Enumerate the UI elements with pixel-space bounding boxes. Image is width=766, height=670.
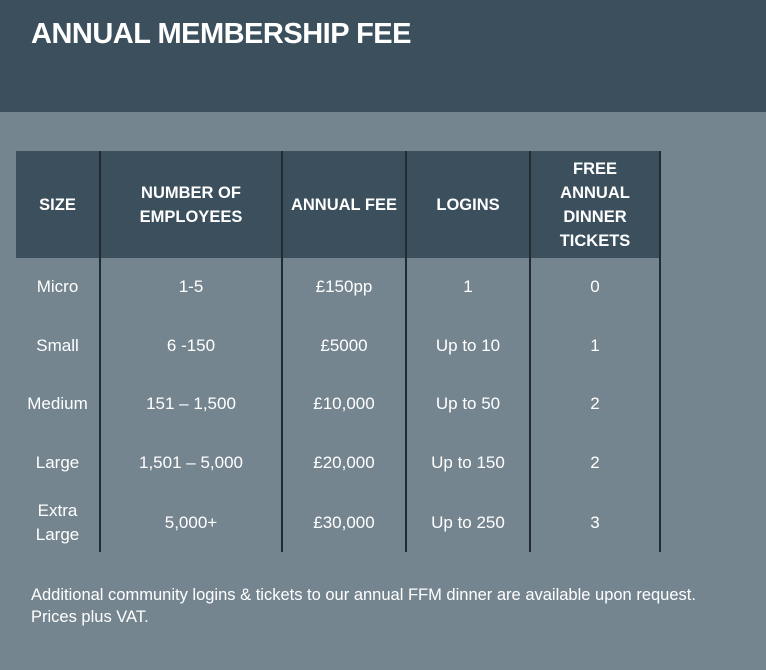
cell-size-text: Medium — [27, 394, 88, 413]
cell-size-text: Extra Large — [35, 500, 80, 544]
cell-employees: 5,000+ — [100, 493, 282, 552]
cell-annual-fee: £20,000 — [282, 433, 406, 493]
cell-size — [16, 493, 100, 552]
cell-size — [16, 375, 100, 433]
table-row — [16, 433, 660, 493]
cell-size — [16, 258, 100, 316]
column-header-size: SIZE — [16, 151, 100, 258]
cell-logins: Up to 150 — [406, 433, 530, 493]
cell-employees: 6 -150 — [100, 316, 282, 375]
table-header-row — [16, 151, 660, 258]
cell-annual-fee: £5000 — [282, 316, 406, 375]
cell-dinner-tickets: 2 — [530, 433, 660, 493]
footnote-line: Prices plus VAT. — [31, 608, 149, 626]
cell-dinner-tickets: 3 — [530, 493, 660, 552]
cell-size — [16, 316, 100, 375]
page-title: ANNUAL MEMBERSHIP FEE — [31, 18, 411, 50]
cell-size-text: Micro — [36, 277, 79, 296]
cell-employees: 1-5 — [100, 258, 282, 316]
table-row — [16, 493, 660, 552]
table-row — [16, 375, 660, 433]
footnote — [31, 584, 731, 628]
cell-dinner-tickets: 0 — [530, 258, 660, 316]
table-row — [16, 258, 660, 316]
column-header-number-of-employees: NUMBER OF EMPLOYEES — [100, 151, 282, 258]
header-banner — [0, 0, 766, 112]
cell-size — [16, 433, 100, 493]
cell-logins: Up to 10 — [406, 316, 530, 375]
column-header-logins: LOGINS — [406, 151, 530, 258]
cell-size-text: Large — [35, 453, 80, 472]
cell-logins: Up to 250 — [406, 493, 530, 552]
cell-employees: 151 – 1,500 — [100, 375, 282, 433]
cell-logins: Up to 50 — [406, 375, 530, 433]
cell-dinner-tickets: 2 — [530, 375, 660, 433]
column-header-annual-fee: ANNUAL FEE — [282, 151, 406, 258]
table-row — [16, 316, 660, 375]
column-header-free-annual-dinner-tickets: FREE ANNUAL DINNER TICKETS — [530, 151, 660, 258]
cell-dinner-tickets: 1 — [530, 316, 660, 375]
cell-employees: 1,501 – 5,000 — [100, 433, 282, 493]
cell-logins: 1 — [406, 258, 530, 316]
cell-annual-fee: £150pp — [282, 258, 406, 316]
cell-annual-fee: £30,000 — [282, 493, 406, 552]
cell-size-text: Small — [36, 335, 79, 355]
cell-annual-fee: £10,000 — [282, 375, 406, 433]
membership-fee-table — [16, 151, 661, 552]
footnote-line: Additional community logins & tickets to our annual FFM dinner are available upon request. — [31, 586, 696, 604]
